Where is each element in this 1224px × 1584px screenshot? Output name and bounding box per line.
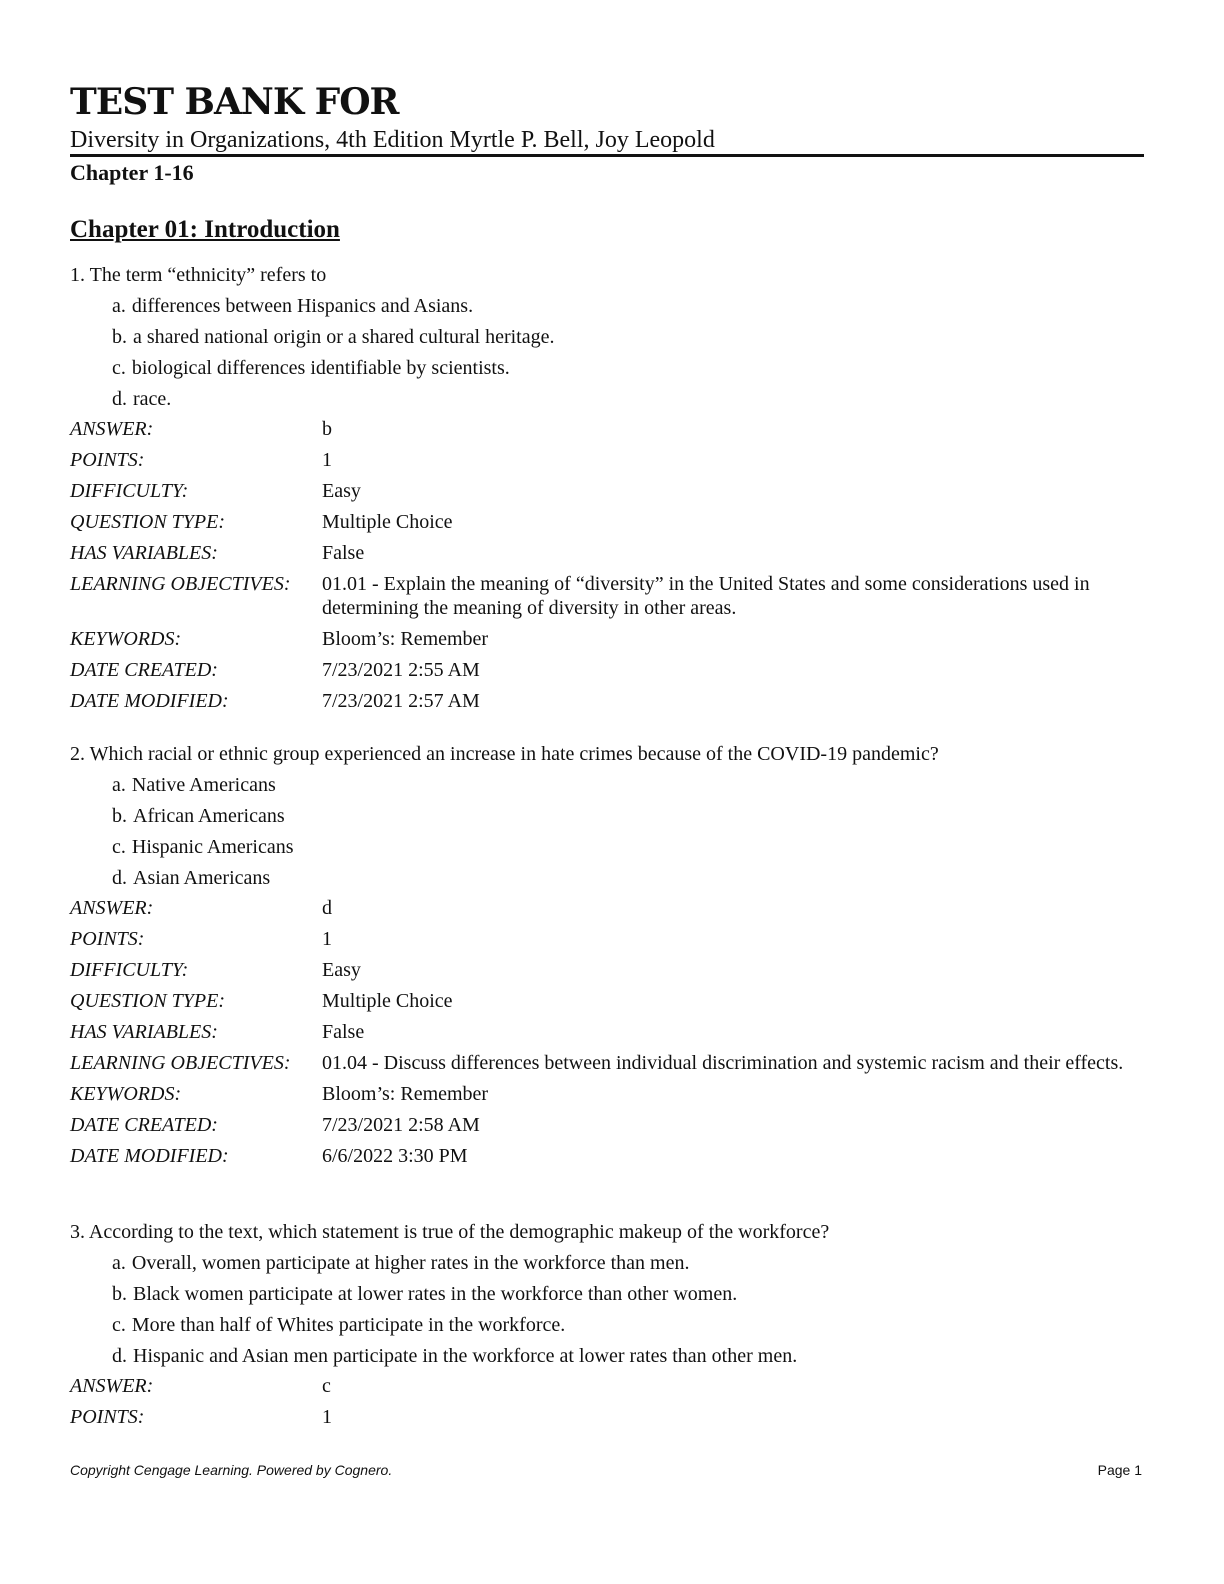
meta-question-type	[70, 989, 1150, 1013]
meta-label: ANSWER:	[70, 418, 154, 440]
meta-label: DATE CREATED:	[70, 1114, 218, 1136]
option-letter: b.	[112, 805, 127, 827]
meta-value: 7/23/2021 2:55 AM	[322, 659, 480, 681]
meta-label: DIFFICULTY:	[70, 959, 189, 981]
option-text: Overall, women participate at higher rates in the workforce than men.	[131, 1252, 690, 1274]
option-text: a shared national origin or a shared cultural heritage.	[133, 326, 555, 348]
header-divider	[70, 154, 1144, 157]
copyright-footer: Copyright Cengage Learning. Powered by Cognero.	[70, 1462, 393, 1478]
option-letter: a.	[112, 774, 126, 796]
meta-value: Multiple Choice	[322, 511, 453, 533]
option-text: differences between Hispanics and Asians.	[131, 295, 474, 317]
option-a	[112, 294, 1150, 318]
meta-label: POINTS:	[70, 928, 145, 950]
meta-difficulty	[70, 479, 1150, 503]
meta-label: HAS VARIABLES:	[70, 1021, 218, 1043]
meta-learning-objectives	[70, 572, 1150, 620]
meta-value: False	[322, 542, 365, 564]
question-metadata	[70, 417, 1150, 713]
question-2	[70, 742, 1150, 1168]
meta-answer	[70, 1374, 1150, 1398]
meta-value: b	[322, 418, 332, 440]
meta-value: 01.01 - Explain the meaning of “diversity” in the United States and some considerations used in determining the meaning of diversity in other areas.	[322, 573, 1090, 619]
option-text: Asian Americans	[133, 867, 271, 889]
option-letter: b.	[112, 326, 127, 348]
meta-value: Multiple Choice	[322, 990, 453, 1012]
meta-value: Bloom’s: Remember	[322, 628, 489, 650]
option-c	[112, 835, 1150, 859]
chapter-range: Chapter 1-16	[70, 160, 194, 185]
option-text: African Americans	[133, 805, 285, 827]
question-stem: 2. Which racial or ethnic group experienced an increase in hate crimes because of the COVID-19 pandemic?	[70, 743, 939, 765]
meta-answer	[70, 896, 1150, 920]
meta-points	[70, 927, 1150, 951]
meta-has-variables	[70, 541, 1150, 565]
meta-label: ANSWER:	[70, 897, 154, 919]
meta-difficulty	[70, 958, 1150, 982]
option-b	[112, 1282, 1150, 1306]
page-number: Page 1	[1097, 1462, 1142, 1478]
option-letter: a.	[112, 1252, 126, 1274]
meta-value: d	[322, 897, 332, 919]
option-a	[112, 773, 1150, 797]
document-title: TEST BANK FOR	[70, 81, 399, 123]
meta-value: 7/23/2021 2:57 AM	[322, 690, 480, 712]
meta-label: QUESTION TYPE:	[70, 511, 226, 533]
meta-points	[70, 448, 1150, 472]
question-stem: 1. The term “ethnicity” refers to	[70, 264, 327, 286]
option-b	[112, 804, 1150, 828]
question-metadata	[70, 896, 1150, 1168]
option-d	[112, 387, 1150, 411]
question-1	[70, 263, 1150, 713]
meta-label: POINTS:	[70, 449, 145, 471]
meta-label: LEARNING OBJECTIVES:	[70, 1052, 291, 1074]
meta-value: False	[322, 1021, 365, 1043]
meta-date-created	[70, 1113, 1150, 1137]
option-text: Hispanic and Asian men participate in the workforce at lower rates than other men.	[133, 1345, 798, 1367]
option-text: Black women participate at lower rates in the workforce than other women.	[133, 1283, 738, 1305]
question-3	[70, 1220, 1150, 1429]
meta-label: LEARNING OBJECTIVES:	[70, 573, 291, 595]
meta-date-modified	[70, 689, 1150, 713]
meta-value: 1	[322, 449, 332, 471]
option-letter: d.	[112, 1345, 127, 1367]
meta-answer	[70, 417, 1150, 441]
meta-label: QUESTION TYPE:	[70, 990, 226, 1012]
option-letter: b.	[112, 1283, 127, 1305]
option-c	[112, 1313, 1150, 1337]
meta-value: 1	[322, 1406, 332, 1428]
option-d	[112, 866, 1150, 890]
meta-learning-objectives	[70, 1051, 1150, 1075]
meta-points	[70, 1405, 1150, 1429]
meta-date-modified	[70, 1144, 1150, 1168]
option-text: biological differences identifiable by scientists.	[131, 357, 510, 379]
option-letter: a.	[112, 295, 126, 317]
meta-label: HAS VARIABLES:	[70, 542, 218, 564]
meta-value: 7/23/2021 2:58 AM	[322, 1114, 480, 1136]
meta-value: 01.04 - Discuss differences between individual discrimination and systemic racism and their effects.	[322, 1052, 1124, 1074]
meta-label: DATE MODIFIED:	[70, 1145, 229, 1167]
option-text: Native Americans	[131, 774, 276, 796]
meta-label: DIFFICULTY:	[70, 480, 189, 502]
option-list	[70, 773, 1150, 890]
option-a	[112, 1251, 1150, 1275]
chapter-heading: Chapter 01: Introduction	[70, 216, 340, 243]
meta-label: DATE MODIFIED:	[70, 690, 229, 712]
option-text: More than half of Whites participate in the workforce.	[131, 1314, 566, 1336]
question-metadata	[70, 1374, 1150, 1429]
book-subtitle: Diversity in Organizations, 4th Edition Myrtle P. Bell, Joy Leopold	[70, 127, 715, 153]
option-list	[70, 1251, 1150, 1368]
option-list	[70, 294, 1150, 411]
meta-question-type	[70, 510, 1150, 534]
meta-value: c	[322, 1375, 331, 1397]
meta-keywords	[70, 627, 1150, 651]
option-d	[112, 1344, 1150, 1368]
meta-value: Easy	[322, 959, 361, 981]
option-letter: d.	[112, 388, 127, 410]
meta-keywords	[70, 1082, 1150, 1106]
option-letter: d.	[112, 867, 127, 889]
option-letter: c.	[112, 357, 126, 379]
option-c	[112, 356, 1150, 380]
meta-has-variables	[70, 1020, 1150, 1044]
meta-value: 6/6/2022 3:30 PM	[322, 1145, 468, 1167]
meta-label: ANSWER:	[70, 1375, 154, 1397]
question-stem: 3. According to the text, which statement is true of the demographic makeup of the workforce?	[70, 1221, 830, 1243]
meta-label: POINTS:	[70, 1406, 145, 1428]
option-b	[112, 325, 1150, 349]
meta-value: 1	[322, 928, 332, 950]
option-letter: c.	[112, 1314, 126, 1336]
option-text: Hispanic Americans	[131, 836, 294, 858]
meta-value: Bloom’s: Remember	[322, 1083, 489, 1105]
option-letter: c.	[112, 836, 126, 858]
meta-value: Easy	[322, 480, 361, 502]
option-text: race.	[133, 388, 172, 410]
meta-label: KEYWORDS:	[70, 628, 182, 650]
meta-date-created	[70, 658, 1150, 682]
meta-label: DATE CREATED:	[70, 659, 218, 681]
meta-label: KEYWORDS:	[70, 1083, 182, 1105]
